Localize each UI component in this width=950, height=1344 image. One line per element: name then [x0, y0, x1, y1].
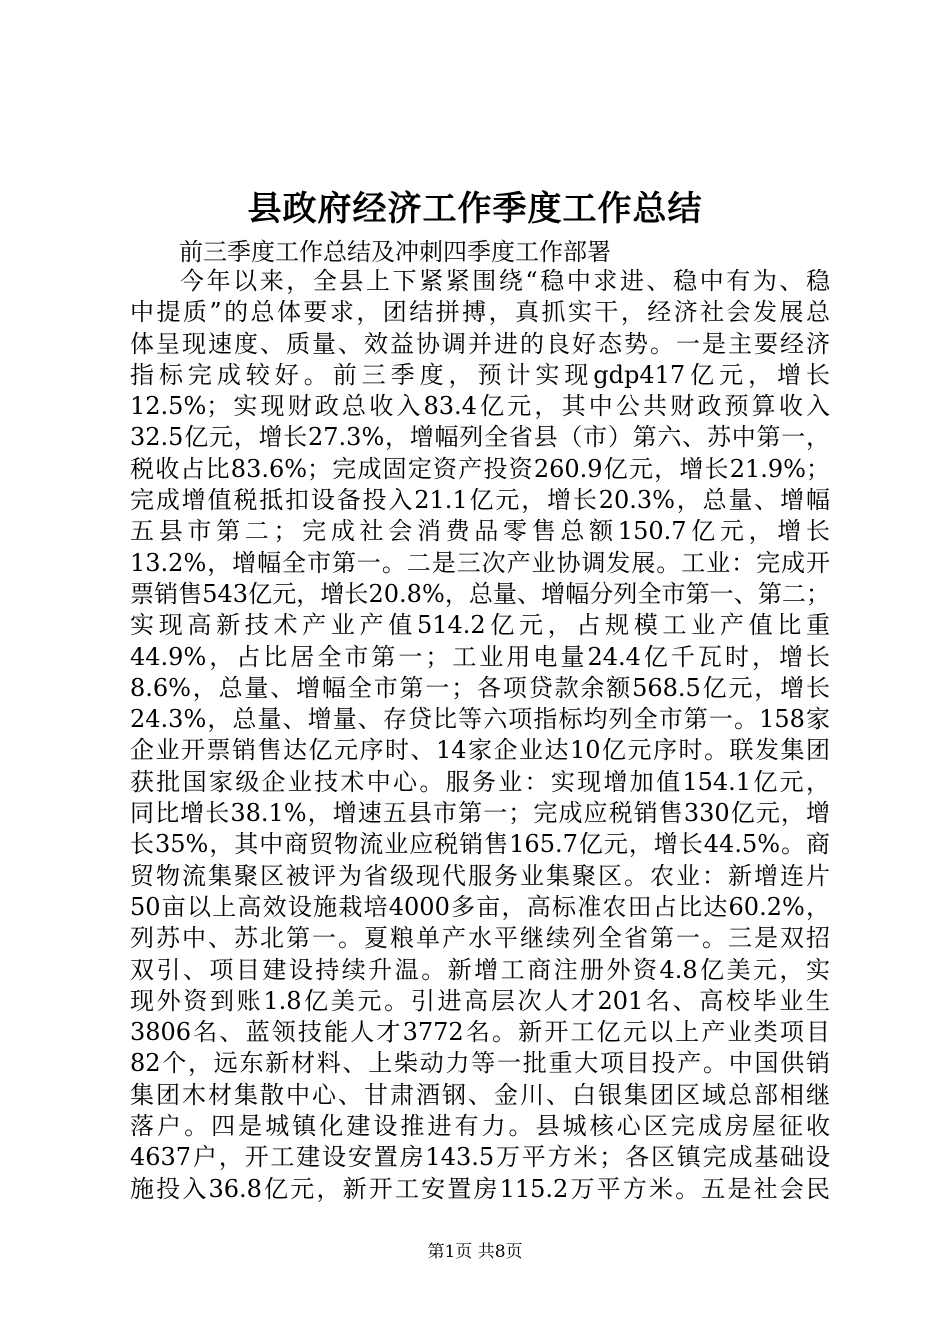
body-line: 列苏中、苏北第一。夏粮单产水平继续列全省第一。三是双招 [130, 924, 830, 953]
body-line: 贸物流集聚区被评为省级现代服务业集聚区。农业：新增连片 [130, 861, 830, 890]
body-line: 32.5亿元，增长27.3%，增幅列全省县（市）第六、苏中第一， [130, 423, 830, 452]
body-line: 获批国家级企业技术中心。服务业：实现增加值154.1亿元， [130, 767, 830, 796]
body-line: 五县市第二；完成社会消费品零售总额150.7亿元，增长 [130, 517, 830, 546]
body-line: 落户。四是城镇化建设推进有力。县城核心区完成房屋征收 [130, 1112, 830, 1141]
body-line: 现外资到账1.8亿美元。引进高层次人才201名、高校毕业生 [130, 986, 830, 1015]
body-line: 中提质”的总体要求，团结拼搏，真抓实干，经济社会发展总 [130, 298, 830, 327]
body-line: 长35%，其中商贸物流业应税销售165.7亿元，增长44.5%。商 [130, 830, 830, 859]
body-line: 同比增长38.1%，增速五县市第一；完成应税销售330亿元，增 [130, 799, 830, 828]
document-subtitle: 前三季度工作总结及冲刺四季度工作部署 [179, 238, 611, 266]
body-line: 13.2%，增幅全市第一。二是三次产业协调发展。工业：完成开 [130, 548, 830, 577]
document-title: 县政府经济工作季度工作总结 [247, 189, 703, 229]
body-line: 体呈现速度、质量、效益协调并进的良好态势。一是主要经济 [130, 329, 830, 358]
body-line: 企业开票销售达亿元序时、14家企业达10亿元序时。联发集团 [130, 736, 830, 765]
body-line: 8.6%，总量、增幅全市第一；各项贷款余额568.5亿元，增长 [130, 673, 830, 702]
document-body [130, 266, 830, 1205]
page-number-footer: 第1页 共8页 [427, 1242, 523, 1262]
body-line: 集团木材集散中心、甘肃酒钢、金川、白银集团区域总部相继 [130, 1080, 830, 1109]
body-line: 双引、项目建设持续升温。新增工商注册外资4.8亿美元，实 [130, 955, 830, 984]
body-line: 44.9%，占比居全市第一；工业用电量24.4亿千瓦时，增长 [130, 642, 830, 671]
body-line: 完成增值税抵扣设备投入21.1亿元，增长20.3%，总量、增幅 [130, 486, 830, 515]
body-line: 施投入36.8亿元，新开工安置房115.2万平方米。五是社会民 [130, 1174, 830, 1203]
body-line: 实现高新技术产业产值514.2亿元，占规模工业产值比重 [130, 611, 830, 640]
body-line: 12.5%；实现财政总收入83.4亿元，其中公共财政预算收入 [130, 392, 830, 421]
body-line: 今年以来，全县上下紧紧围绕“稳中求进、稳中有为、稳 [180, 267, 830, 295]
body-line: 82个，远东新材料、上柴动力等一批重大项目投产。中国供销 [130, 1049, 830, 1078]
body-line: 3806名、蓝领技能人才3772名。新开工亿元以上产业类项目 [130, 1018, 830, 1047]
body-line: 指标完成较好。前三季度，预计实现gdp417亿元，增长 [130, 360, 830, 389]
body-line: 票销售543亿元，增长20.8%，总量、增幅分列全市第一、第二； [130, 579, 830, 608]
body-line: 24.3%，总量、增量、存贷比等六项指标均列全市第一。158家 [130, 705, 830, 734]
body-line: 4637户，开工建设安置房143.5万平方米；各区镇完成基础设 [130, 1143, 830, 1172]
body-line: 税收占比83.6%；完成固定资产投资260.9亿元，增长21.9%； [130, 454, 830, 483]
body-line: 50亩以上高效设施栽培4000多亩，高标准农田占比达60.2%， [130, 892, 830, 921]
